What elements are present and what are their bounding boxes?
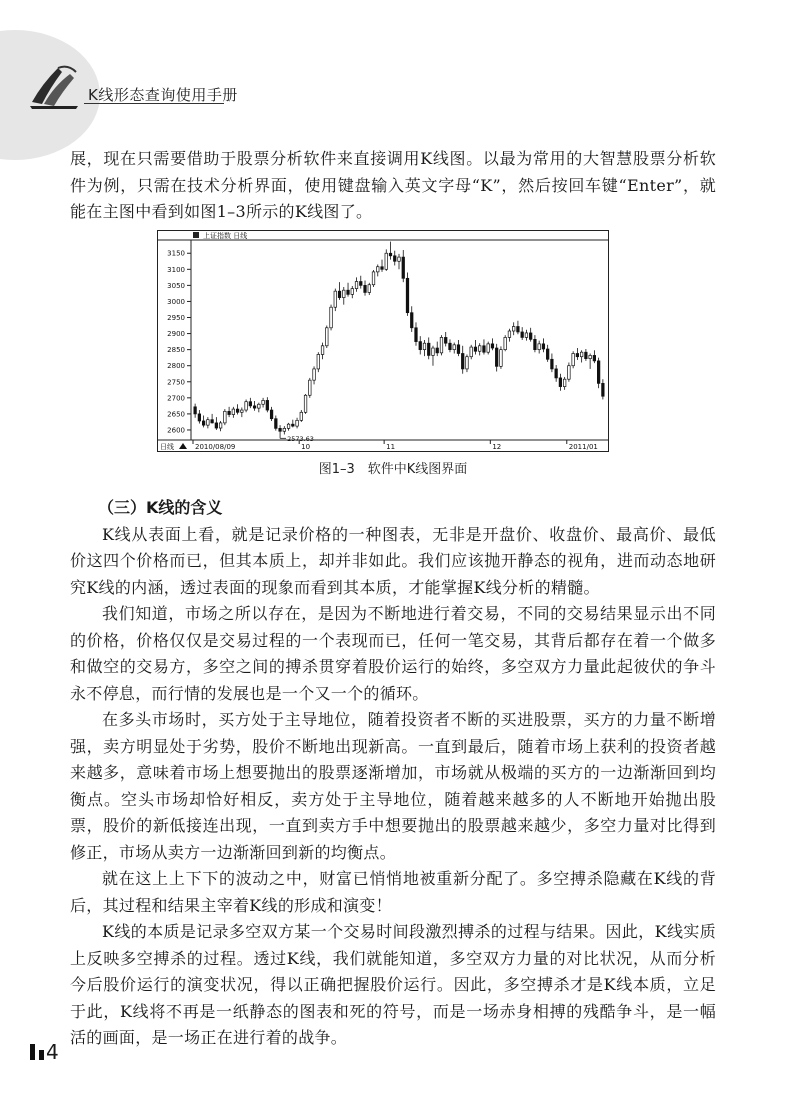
candle-body-up — [568, 365, 571, 378]
candle-body-down — [292, 424, 295, 426]
candle-body-down — [359, 281, 362, 285]
candle-body-up — [258, 404, 261, 408]
figure-1-3 — [70, 230, 716, 492]
candle-body-up — [478, 345, 481, 350]
kline-chart-svg — [157, 230, 609, 452]
candle-body-down — [483, 345, 486, 351]
y-tick-label: 3100 — [167, 265, 185, 274]
candle-body-up — [385, 253, 388, 269]
candle-body-down — [593, 355, 596, 360]
candle-body-down — [559, 377, 562, 386]
candle-body-down — [249, 401, 252, 405]
y-tick-label: 2950 — [167, 313, 185, 322]
candle-body-down — [266, 400, 269, 410]
x-tick-label: 2011/01 — [568, 442, 598, 451]
candle-body-up — [432, 348, 435, 355]
candle-body-up — [334, 291, 337, 307]
body-paragraph-2: 我们知道，市场之所以存在，是因为不断地进行着交易，不同的交易结果显示出不同的价格，价格仅仅是交易过程的一个表现而已，任何一笔交易，其背后都存在着一个做多和做空的交易方，多空之间的搏杀贯穿着股价运行的始终，多空双方力量此起彼伏的争斗永不停息，而行情的发展也是一个又一个的循环。 — [70, 604, 716, 703]
candle-body-up — [300, 412, 303, 420]
candle-body-up — [304, 395, 307, 412]
intro-paragraph: 展，现在只需要借助于股票分析软件来直接调用K线图。以最为常用的大智慧股票分析软件为例，只需在技术分析界面，使用键盘输入英文字母“K”，然后按回车键“Enter”，就能在主图中看到如图1–3所示的K线图了。 — [70, 149, 716, 221]
header-rule — [84, 103, 224, 104]
candle-body-up — [368, 284, 371, 292]
candle-body-up — [563, 379, 566, 386]
x-tick-label: 10 — [301, 442, 311, 451]
candle-body-down — [551, 359, 554, 369]
candle-body-down — [419, 341, 422, 349]
candle-body-down — [202, 420, 205, 424]
candle-body-down — [381, 266, 384, 269]
candle-body-down — [542, 343, 545, 348]
candle-body-up — [343, 290, 346, 297]
candle-body-down — [474, 347, 477, 351]
candle-body-up — [376, 266, 379, 271]
period-label: 日线 — [160, 442, 174, 451]
candle-body-up — [440, 337, 443, 352]
candle-body-down — [529, 332, 532, 338]
candle-body-up — [309, 380, 312, 395]
candle-body-up — [355, 281, 358, 288]
candle-body-up — [283, 428, 286, 431]
y-tick-label: 3050 — [167, 281, 185, 290]
candle-body-up — [245, 401, 248, 409]
y-tick-label: 2900 — [167, 329, 185, 338]
candle-body-down — [347, 290, 350, 294]
candle-body-up — [317, 354, 320, 368]
body-paragraph-4: 就在这上上下下的波动之中，财富已悄悄地被重新分配了。多空搏杀隐藏在K线的背后，其过程和结果主宰着K线的形成和演变！ — [70, 869, 716, 915]
candle-body-up — [207, 419, 210, 424]
y-tick-label: 3000 — [167, 297, 185, 306]
candle-body-down — [253, 405, 256, 407]
y-tick-label: 2700 — [167, 393, 185, 402]
y-tick-label: 2650 — [167, 409, 185, 418]
footer-bar-icon — [30, 1044, 35, 1060]
candle-body-down — [521, 331, 524, 336]
y-tick-label: 3150 — [167, 249, 185, 258]
candle-body-down — [198, 413, 201, 420]
footer-bar-small-icon — [39, 1050, 44, 1060]
candle-body-up — [330, 307, 333, 328]
candle-body-up — [351, 288, 354, 294]
candle-body-down — [211, 419, 214, 422]
candle-body-down — [402, 257, 405, 278]
body-paragraph-1: K线从表面上看，就是记录价格的一种图表，无非是开盘价、收盘价、最高价、最低价这四个价格而已，但其本质上，却并非如此。我们应该抛开静态的视角，进而动态地研究K线的内涵，透过表面的现象而看到其本质，才能掌握K线分析的精髓。 — [70, 524, 716, 597]
candle-body-up — [589, 355, 592, 358]
y-tick-label: 2600 — [167, 425, 185, 434]
candle-body-up — [453, 344, 456, 349]
body-paragraph-3: 在多头市场时，买方处于主导地位，随着投资者不断的买进股票，买方的力量不断增强，卖方明显处于劣势，股价不断地出现新高。一直到最后，随着市场上获利的投资者越来越多，意味着市场上想要抛出的股票逐渐增加，市场就从极端的买方的一边渐渐回到均衡点。空头市场却恰好相反，卖方处于主导地位，随着越来越多的人不断地开始抛出股票，股价的新低接连出现，一直到卖方手中想要抛出的股票越来越少，多空力量对比得到修正，市场从卖方一边渐渐回到新的均衡点。 — [70, 710, 716, 862]
candle-body-down — [461, 353, 464, 368]
candle-body-down — [427, 343, 430, 355]
candle-body-down — [393, 255, 396, 260]
page-body — [70, 146, 716, 1052]
candle-body-down — [270, 410, 273, 419]
candle-body-up — [313, 368, 316, 379]
candle-body-down — [228, 411, 231, 414]
candle-body-down — [449, 343, 452, 349]
y-tick-label: 2750 — [167, 377, 185, 386]
candle-body-down — [364, 285, 367, 292]
x-tick-label: 2010/08/09 — [195, 442, 236, 451]
candle-body-up — [219, 422, 222, 427]
candle-body-down — [602, 383, 605, 396]
y-tick-label: 2850 — [167, 345, 185, 354]
candle-body-up — [326, 327, 329, 345]
candle-body-down — [275, 418, 278, 428]
candle-body-up — [525, 332, 528, 336]
candle-body-down — [597, 360, 600, 382]
candle-body-down — [279, 428, 282, 431]
candle-body-down — [389, 253, 392, 256]
candle-body-down — [495, 348, 498, 366]
candle-body-down — [415, 327, 418, 341]
page-number: 4 — [46, 1040, 59, 1064]
book-logo-icon — [28, 62, 84, 110]
candle-body-down — [236, 409, 239, 412]
candle-body-up — [296, 420, 299, 426]
candle-body-up — [572, 353, 575, 365]
low-annotation-label: 2573.63 — [287, 434, 314, 443]
candle-body-up — [470, 347, 473, 357]
candle-body-up — [508, 331, 511, 337]
candle-body-up — [466, 356, 469, 368]
running-header-title: K线形态查询使用手册 — [88, 86, 238, 104]
candle-body-down — [436, 348, 439, 353]
candle-body-down — [194, 406, 197, 413]
candle-body-down — [215, 422, 218, 427]
x-tick-label: 11 — [386, 442, 396, 451]
candle-body-up — [512, 326, 515, 330]
chart-menu-icon[interactable] — [193, 232, 199, 238]
candle-body-down — [546, 348, 549, 358]
kline-chart — [157, 230, 609, 452]
candle-body-down — [576, 353, 579, 356]
candle-body-up — [538, 343, 541, 349]
chart-title: 上证指数 日线 — [203, 231, 248, 240]
candle-body-down — [338, 291, 341, 297]
candle-body-up — [580, 352, 583, 356]
candle-body-down — [555, 368, 558, 377]
y-tick-label: 2800 — [167, 361, 185, 370]
candle-body-up — [398, 257, 401, 261]
candle-body-down — [457, 344, 460, 353]
candle-body-up — [232, 409, 235, 414]
candle-body-down — [534, 339, 537, 349]
candle-body-down — [491, 343, 494, 347]
candle-body-up — [372, 271, 375, 284]
candle-body-up — [500, 349, 503, 366]
candle-body-up — [504, 337, 507, 349]
candle-body-up — [262, 400, 265, 404]
candle-body-up — [321, 345, 324, 354]
candle-body-up — [224, 411, 227, 423]
candle-body-up — [241, 410, 244, 412]
section-heading: （三）K线的含义 — [98, 497, 223, 517]
candle-body-down — [517, 326, 520, 331]
candle-body-down — [585, 352, 588, 358]
candle-body-down — [444, 337, 447, 343]
body-paragraph-5: K线的本质是记录多空双方某一个交易时间段激烈搏杀的过程与结果。因此，K线实质上反映多空搏杀的过程。透过K线，我们就能知道，多空双方力量的对比状况，从而分析今后股价运行的演变状况，得以正确把握股价运行。因此，多空搏杀才是K线本质，立足于此，K线将不再是一纸静态的图表和死的符号，而是一场赤身相搏的残酷争斗，是一幅活的画面，是一场正在进行着的战争。 — [70, 922, 716, 1047]
x-tick-label: 12 — [492, 442, 502, 451]
candle-body-up — [487, 343, 490, 351]
candle-body-down — [410, 312, 413, 327]
candle-body-up — [423, 343, 426, 349]
candle-body-down — [406, 278, 409, 312]
candle-body-up — [287, 424, 290, 428]
figure-caption: 图1–3 软件中K线图界面 — [318, 461, 468, 477]
